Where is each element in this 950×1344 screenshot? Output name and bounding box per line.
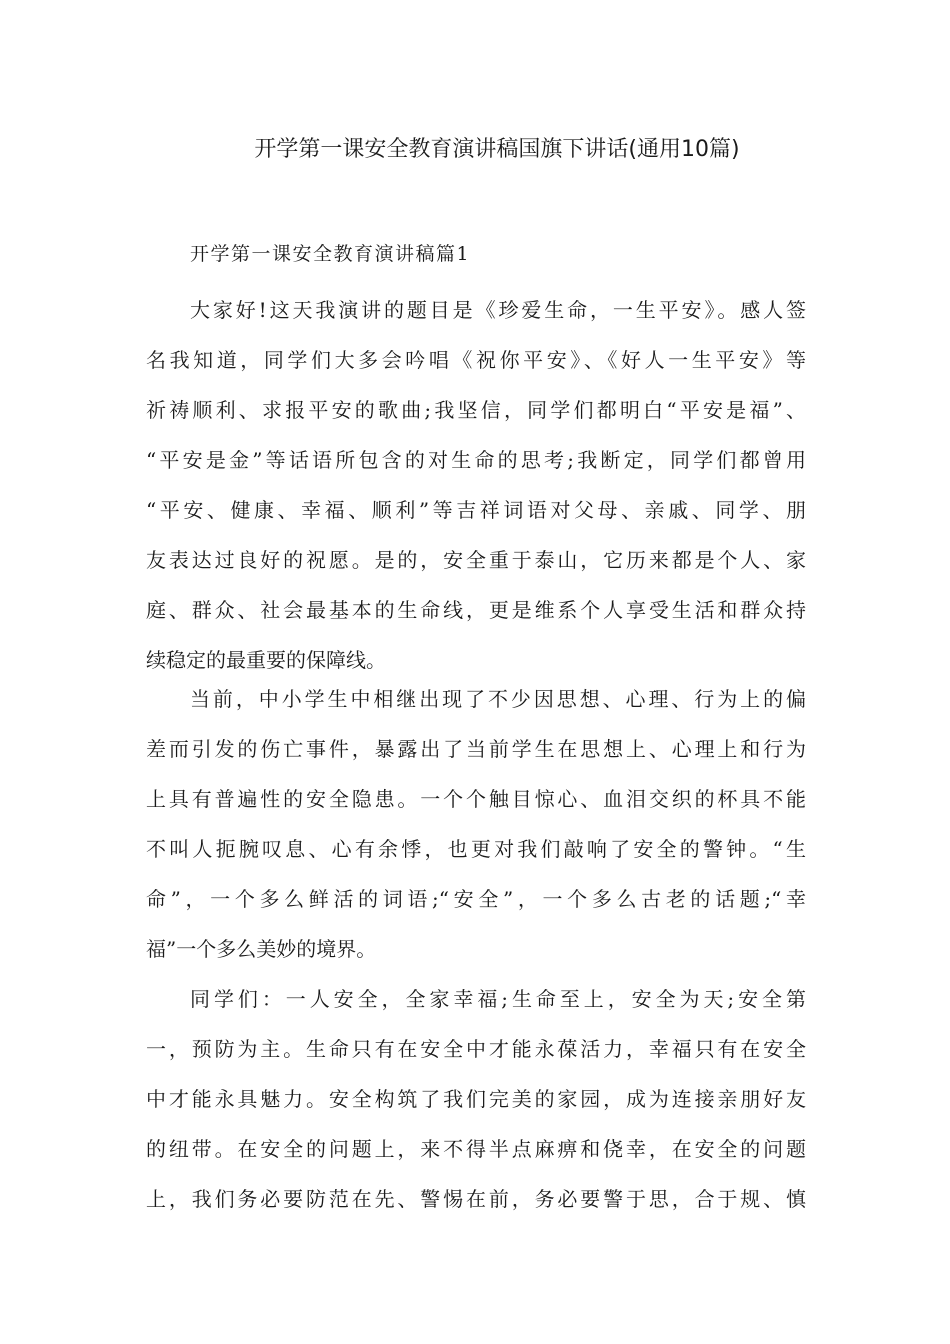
paragraph-line: 命”，一个多么鲜活的词语;“安全”，一个多么古老的话题;“幸 — [146, 887, 806, 911]
paragraph-line: 差而引发的伤亡事件，暴露出了当前学生在思想上、心理上和行为 — [146, 737, 806, 761]
paragraph-line: 大家好!这天我演讲的题目是《珍爱生命，一生平安》。感人签 — [190, 298, 806, 322]
paragraph-line: “平安、健康、幸福、顺利”等吉祥词语对父母、亲戚、同学、朋 — [146, 498, 806, 522]
paragraph-line: 一，预防为主。生命只有在安全中才能永葆活力，幸福只有在安全 — [146, 1037, 806, 1061]
paragraph-line: 友表达过良好的祝愿。是的，安全重于泰山，它历来都是个人、家 — [146, 548, 806, 572]
section-heading: 开学第一课安全教育演讲稿篇1 — [190, 243, 471, 265]
paragraph-2 — [146, 674, 806, 974]
paragraph-line: 庭、群众、社会最基本的生命线，更是维系个人享受生活和群众持 — [146, 598, 806, 622]
document-title: 开学第一课安全教育演讲稿国旗下讲话(通用10篇) — [254, 137, 740, 162]
paragraph-line: 续稳定的最重要的保障线。 — [146, 648, 386, 672]
paragraph-1 — [146, 285, 806, 685]
paragraph-line: 祈祷顺利、求报平安的歌曲;我坚信，同学们都明白“平安是福”、 — [146, 398, 806, 422]
paragraph-line: 不叫人扼腕叹息、心有余悸，也更对我们敲响了安全的警钟。“生 — [146, 837, 806, 861]
paragraph-3 — [146, 974, 806, 1224]
paragraph-line: 上具有普遍性的安全隐患。一个个触目惊心、血泪交织的杯具不能 — [146, 787, 806, 811]
paragraph-line: 的纽带。在安全的问题上，来不得半点麻痹和侥幸，在安全的问题 — [146, 1137, 806, 1161]
paragraph-line: 上，我们务必要防范在先、警惕在前，务必要警于思，合于规、慎 — [146, 1187, 806, 1211]
paragraph-line: 中才能永具魅力。安全构筑了我们完美的家园，成为连接亲朋好友 — [146, 1087, 806, 1111]
paragraph-line: 名我知道，同学们大多会吟唱《祝你平安》、《好人一生平安》等 — [146, 348, 806, 372]
paragraph-line: “平安是金”等话语所包含的对生命的思考;我断定，同学们都曾用 — [146, 448, 806, 472]
paragraph-line: 同学们：一人安全，全家幸福;生命至上，安全为天;安全第 — [190, 987, 806, 1011]
paragraph-line: 福”一个多么美妙的境界。 — [146, 937, 377, 961]
paragraph-line: 当前，中小学生中相继出现了不少因思想、心理、行为上的偏 — [190, 687, 806, 711]
